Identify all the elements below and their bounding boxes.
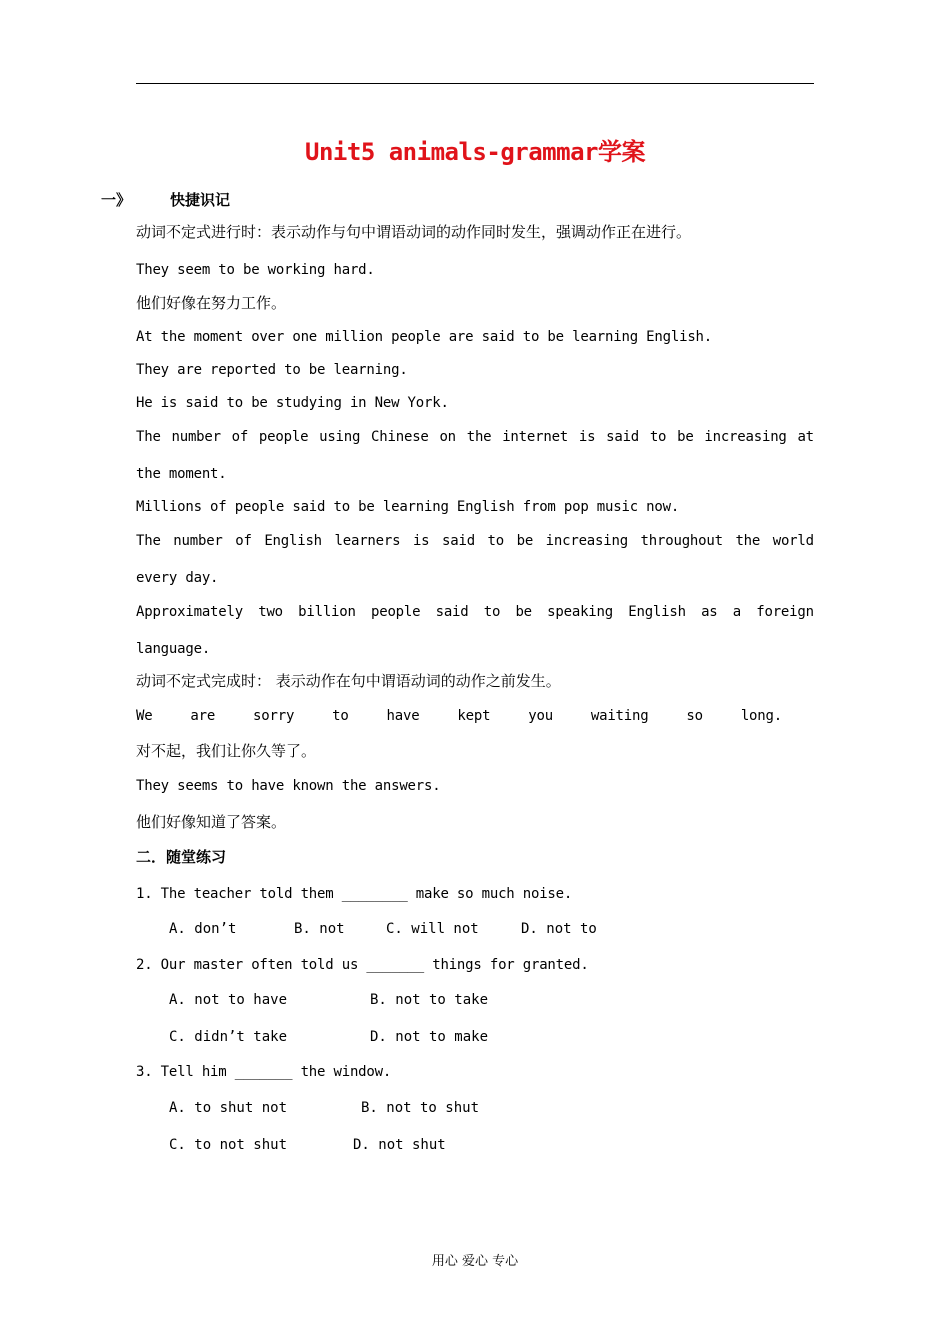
word: to xyxy=(487,533,504,549)
word: We xyxy=(136,708,153,724)
question-2-option-b: B. not to take xyxy=(370,992,489,1008)
word: said xyxy=(435,604,469,620)
example-sentence-5 xyxy=(136,427,814,447)
word: number xyxy=(173,533,223,549)
word: increasing xyxy=(545,533,628,549)
word: increasing xyxy=(704,429,787,445)
word: long. xyxy=(740,708,782,724)
example-sentence-9 xyxy=(136,706,782,726)
word: Approximately xyxy=(136,604,243,620)
word: English xyxy=(628,604,686,620)
word: to xyxy=(332,708,349,724)
word: to xyxy=(483,604,501,620)
example-sentence-8 xyxy=(136,602,814,622)
word: have xyxy=(386,708,420,724)
word: said xyxy=(606,429,640,445)
word: internet xyxy=(502,429,569,445)
example-sentence-8-continued: language. xyxy=(136,641,211,657)
word: the xyxy=(466,429,492,445)
word: of xyxy=(231,429,249,445)
word: speaking xyxy=(547,604,613,620)
example-sentence-5-continued: the moment. xyxy=(136,466,227,482)
word: so xyxy=(686,708,703,724)
question-1-option-b: B. not xyxy=(294,921,345,937)
word: foreign xyxy=(756,604,814,620)
question-1-stem: 1. The teacher told them ________ make so much noise. xyxy=(136,886,573,902)
section1-title: 快捷识记 xyxy=(170,191,231,209)
example-translation-9: 对不起，我们让你久等了。 xyxy=(136,742,317,760)
word: said xyxy=(442,533,475,549)
question-3-option-a: A. to shut not xyxy=(169,1100,288,1116)
word: as xyxy=(701,604,718,620)
example-sentence-7 xyxy=(136,531,814,551)
word: people xyxy=(370,604,421,620)
question-1-option-c: C. will not xyxy=(386,921,479,937)
rule-perfect-infinitive: 动词不定式完成时： 表示动作在句中谓语动词的动作之前发生。 xyxy=(136,672,561,690)
page-title xyxy=(0,132,950,167)
word: is xyxy=(412,533,430,549)
word: billion xyxy=(298,604,356,620)
title-chinese: 学案 xyxy=(597,138,645,166)
question-1-option-d: D. not to xyxy=(521,921,597,937)
word: using xyxy=(319,429,361,445)
word: the xyxy=(735,533,761,549)
word: English xyxy=(264,533,322,549)
example-sentence-3: They are reported to be learning. xyxy=(136,362,408,378)
word: The xyxy=(136,533,161,549)
word: kept xyxy=(457,708,491,724)
word: at xyxy=(797,429,814,445)
example-translation-10: 他们好像知道了答案。 xyxy=(136,813,287,831)
word: be xyxy=(515,604,532,620)
word: The xyxy=(136,429,161,445)
question-2-stem: 2. Our master often told us _______ things for granted. xyxy=(136,957,589,973)
word: world xyxy=(772,533,814,549)
word: you xyxy=(528,708,553,724)
question-3-option-b: B. not to shut xyxy=(361,1100,480,1116)
example-sentence-6: Millions of people said to be learning English from pop music now. xyxy=(136,499,680,515)
example-sentence-1: They seem to be working hard. xyxy=(136,262,375,278)
word: of xyxy=(235,533,252,549)
word: Chinese xyxy=(371,429,429,445)
example-sentence-7-continued: every day. xyxy=(136,570,219,586)
title-english: Unit5 animals-grammar xyxy=(305,138,598,166)
word: be xyxy=(677,429,694,445)
word: sorry xyxy=(253,708,295,724)
word: people xyxy=(258,429,309,445)
example-sentence-4: He is said to be studying in New York. xyxy=(136,395,449,411)
question-2-option-d: D. not to make xyxy=(370,1029,489,1045)
example-translation-1: 他们好像在努力工作。 xyxy=(136,294,287,312)
word: throughout xyxy=(640,533,723,549)
word: learners xyxy=(334,533,401,549)
question-3-option-d: D. not shut xyxy=(353,1137,446,1153)
word: be xyxy=(516,533,534,549)
question-3-option-c: C. to not shut xyxy=(169,1137,288,1153)
word: on xyxy=(439,429,456,445)
page-footer: 用心 爱心 专心 xyxy=(431,1254,519,1269)
section1-number: 一》 xyxy=(101,191,132,209)
word: a xyxy=(732,604,742,620)
question-3-stem: 3. Tell him _______ the window. xyxy=(136,1064,392,1080)
rule-progressive-infinitive: 动词不定式进行时：表示动作与句中谓语动词的动作同时发生，强调动作正在进行。 xyxy=(136,223,692,241)
word: waiting xyxy=(590,708,649,724)
word: is xyxy=(578,429,596,445)
section2-title: 二．随堂练习 xyxy=(136,848,227,866)
header-rule xyxy=(136,83,814,84)
question-2-option-a: A. not to have xyxy=(169,992,288,1008)
question-2-option-c: C. didn’t take xyxy=(169,1029,288,1045)
word: to xyxy=(649,429,667,445)
word: two xyxy=(258,604,283,620)
word: number xyxy=(171,429,221,445)
question-1-option-a: A. don’t xyxy=(169,921,237,937)
example-sentence-2: At the moment over one million people are said to be learning English. xyxy=(136,329,713,345)
word: are xyxy=(190,708,216,724)
example-sentence-10: They seems to have known the answers. xyxy=(136,778,441,794)
